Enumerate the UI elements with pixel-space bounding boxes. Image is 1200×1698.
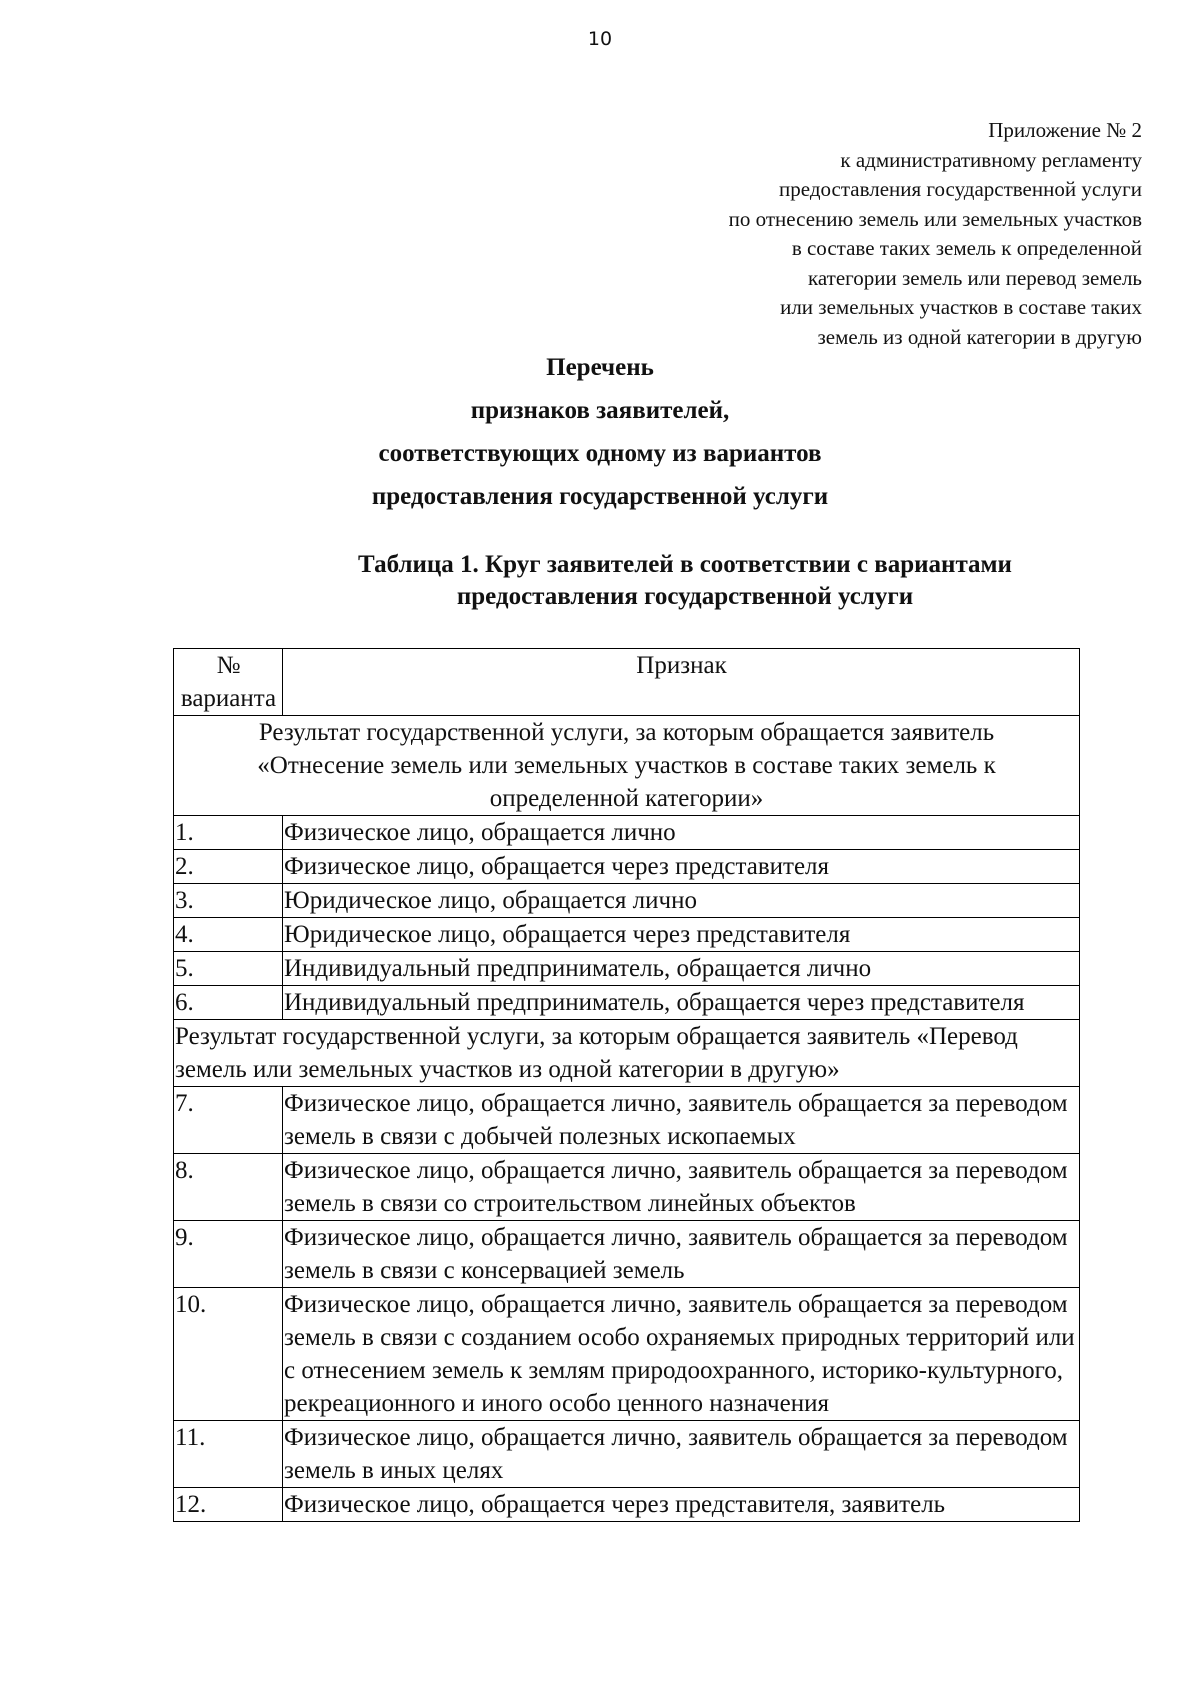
variant-number: 1.: [174, 816, 283, 850]
variant-number: 11.: [174, 1421, 283, 1488]
variant-number: 10.: [174, 1288, 283, 1421]
table-row: [174, 816, 1080, 850]
section-result-transfer: Результат государственной услуги, за которым обращается заявитель «Перевод земель или земельных участков из одной категории в другую»: [174, 1020, 1080, 1087]
appendix-reference: [729, 116, 1142, 352]
table-header-row: [174, 649, 1080, 716]
heading-line: признаков заявителей,: [470, 397, 730, 424]
variant-attribute: Физическое лицо, обращается лично, заявитель обращается за переводом земель в иных целях: [283, 1421, 1080, 1488]
variant-attribute: Физическое лицо, обращается через представителя: [283, 850, 1080, 884]
variant-number: 5.: [174, 952, 283, 986]
table-row: [174, 1154, 1080, 1221]
table-row: [174, 1488, 1080, 1522]
table-row: [174, 1288, 1080, 1421]
variant-attribute: Индивидуальный предприниматель, обращается через представителя: [283, 986, 1080, 1020]
table-row: [174, 850, 1080, 884]
document-heading: [0, 346, 1200, 518]
appendix-line: категории земель или перевод земель: [808, 265, 1142, 290]
table-row: [174, 1087, 1080, 1154]
variant-attribute: Юридическое лицо, обращается через представителя: [283, 918, 1080, 952]
table-row: [174, 986, 1080, 1020]
section-row: [174, 716, 1080, 816]
header-variant-number: № варианта: [174, 649, 283, 716]
variant-attribute: Индивидуальный предприниматель, обращается лично: [283, 952, 1080, 986]
variant-attribute: Физическое лицо, обращается лично: [283, 816, 1080, 850]
variant-number: 4.: [174, 918, 283, 952]
section-result-assignment: Результат государственной услуги, за которым обращается заявитель «Отнесение земель или земельных участков в составе таких земель к определенной категории»: [174, 716, 1080, 816]
appendix-line: к административному регламенту: [840, 147, 1142, 172]
variant-number: 7.: [174, 1087, 283, 1154]
appendix-line: или земельных участков в составе таких: [780, 295, 1142, 319]
variant-number: 6.: [174, 986, 283, 1020]
variant-attribute: Физическое лицо, обращается лично, заявитель обращается за переводом земель в связи со строительством линейных объектов: [283, 1154, 1080, 1221]
appendix-line: в составе таких земель к определенной: [791, 236, 1142, 260]
variant-number: 2.: [174, 850, 283, 884]
variant-number: 8.: [174, 1154, 283, 1221]
table-caption: Таблица 1. Круг заявителей в соответствии с вариантами предоставления государственной услуги: [358, 551, 1012, 610]
variants-table: [173, 648, 1080, 1522]
variant-number: 12.: [174, 1488, 283, 1522]
appendix-line: по отнесению земель или земельных участков: [728, 206, 1142, 231]
variant-attribute: Физическое лицо, обращается лично, заявитель обращается за переводом земель в связи с консервацией земель: [283, 1221, 1080, 1288]
section-row: [174, 1020, 1080, 1087]
variant-number: 9.: [174, 1221, 283, 1288]
variant-number: 3.: [174, 884, 283, 918]
appendix-line: предоставления государственной услуги: [779, 177, 1142, 201]
variant-attribute: Физическое лицо, обращается лично, заявитель обращается за переводом земель в связи с добычей полезных ископаемых: [283, 1087, 1080, 1154]
table-row: [174, 952, 1080, 986]
variant-attribute: Физическое лицо, обращается через представителя, заявитель: [283, 1488, 1080, 1522]
header-attribute: Признак: [283, 649, 1080, 716]
variant-attribute: Физическое лицо, обращается лично, заявитель обращается за переводом земель в связи с созданием особо охраняемых природных территорий или с отнесением земель к землям природоохранного, историко-культурного, рекреационного и иного особо ценного назначения: [283, 1288, 1080, 1421]
table-row: [174, 1221, 1080, 1288]
appendix-line: Приложение № 2: [988, 118, 1142, 142]
table-row: [174, 884, 1080, 918]
heading-line: Перечень: [546, 354, 654, 381]
page-number: 10: [587, 28, 613, 50]
heading-line: соответствующих одному из вариантов: [378, 440, 822, 467]
table-row: [174, 918, 1080, 952]
table-row: [174, 1421, 1080, 1488]
appendix-line: земель из одной категории в другую: [817, 324, 1142, 349]
variant-attribute: Юридическое лицо, обращается лично: [283, 884, 1080, 918]
heading-line: предоставления государственной услуги: [371, 483, 829, 510]
